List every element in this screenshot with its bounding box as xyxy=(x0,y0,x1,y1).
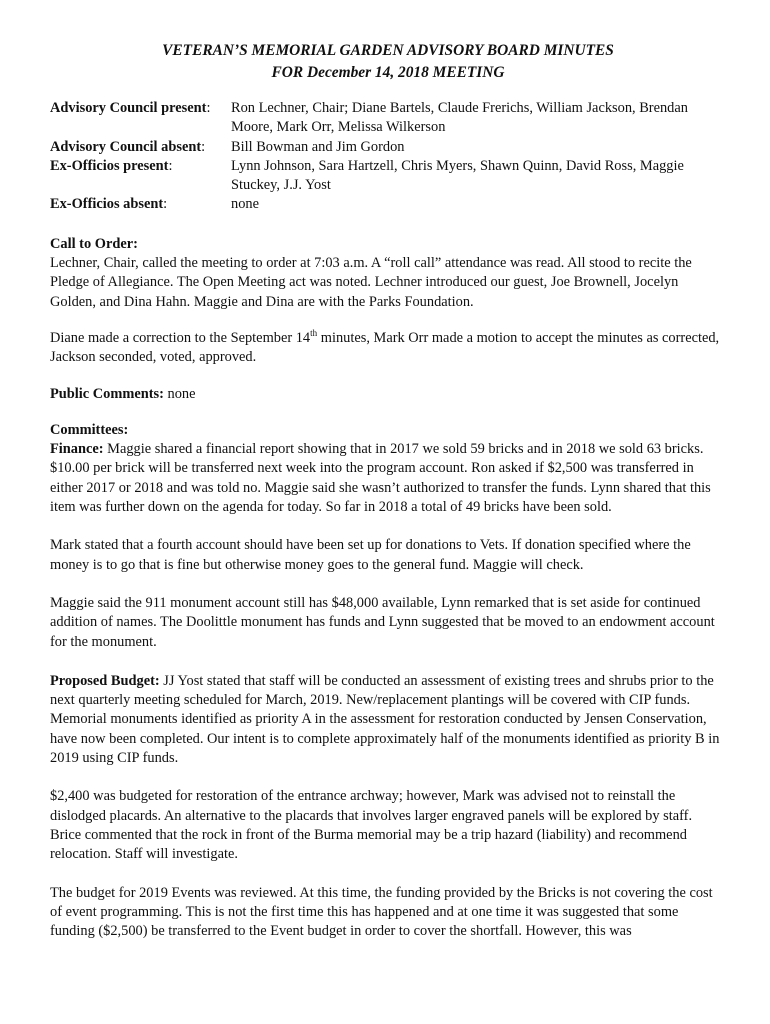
document-title xyxy=(50,40,726,83)
budget-heading: Proposed Budget: xyxy=(50,672,160,689)
committees-heading: Committees: xyxy=(50,421,129,438)
correction-text-start: Diane made a correction to the September 14 xyxy=(50,329,311,346)
attendance-label: Advisory Council present xyxy=(50,100,207,116)
budget-text: JJ Yost stated that staff will be conducted an assessment of existing trees and shrubs prior to the next quarterly meeting scheduled for March, 2019. New/replacement plantings will be covered with CIP funds. Memorial monuments identified as priority A in the assessment for restoration conducted by Jensen Conservation, have now been completed. Our intent is to complete approximately half of the monuments identified as priority B in 2019 using CIP funds. xyxy=(50,672,720,767)
attendance-value: Bill Bowman and Jim Gordon xyxy=(231,138,405,155)
call-to-order-section xyxy=(50,235,726,312)
correction-text-end: minutes, Mark Orr made a motion to accept the minutes as corrected, Jackson seconded, voted, approved. xyxy=(50,329,720,366)
public-comments-heading: Public Comments: xyxy=(50,385,164,402)
attendance-label: Advisory Council absent xyxy=(50,138,202,155)
attendance-value: Ron Lechner, Chair; Diane Bartels, Claude Frerichs, William Jackson, Brendan Moore, Mark Orr, Melissa Wilkerson xyxy=(231,100,688,136)
minutes-page xyxy=(50,40,726,941)
attendance-row: Advisory Council present: Ron Lechner, Chair; Diane Bartels, Claude Frerichs, William Jackson, Brendan Moore, Mark Orr, Melissa Wilkerson xyxy=(50,99,726,138)
finance-paragraph xyxy=(50,440,726,517)
attendance-value: none xyxy=(231,196,259,213)
attendance-row: Ex-Officios present: Lynn Johnson, Sara Hartzell, Chris Myers, Shawn Quinn, David Ross, Maggie Stuckey, J.J. Yost xyxy=(50,157,726,196)
archway-paragraph: $2,400 was budgeted for restoration of the entrance archway; however, Mark was advised not to reinstall the dislodged placards. An alternative to the placards that involves larger engraved panels will be explored by staff. Brice commented that the rock in front of the Burma memorial may be a trip hazard (liability) and recommend relocation. Staff will investigate. xyxy=(50,788,693,863)
attendance-value: Lynn Johnson, Sara Hartzell, Chris Myers, Shawn Quinn, David Ross, Maggie Stuckey, J.J. Yost xyxy=(231,157,684,194)
public-comments-paragraph xyxy=(50,385,726,404)
budget-paragraph xyxy=(50,672,726,768)
events-budget-paragraph: The budget for 2019 Events was reviewed. At this time, the funding provided by the Bricks is not covering the cost of event programming. This is not the first time this has happened and at one time it was suggested that some funding ($2,500) be transferred to the Event budget in order to cover the shortfall. However, this was xyxy=(50,884,713,940)
call-to-order-heading: Call to Order: xyxy=(50,235,138,252)
monument-account-paragraph: Maggie said the 911 monument account still has $48,000 available, Lynn remarked that is set aside for continued addition of names. The Doolittle monument has funds and Lynn suggested that be moved to an endowment account for the monument. xyxy=(50,594,715,650)
attendance-row: Ex-Officios absent: none xyxy=(50,195,726,214)
proposed-budget-section xyxy=(50,672,726,942)
finance-heading: Finance: xyxy=(50,441,104,458)
fourth-account-paragraph: Mark stated that a fourth account should have been set up for donations to Vets. If donation specified where the money is to go that is fine but otherwise money goes to the general fund. Maggie will check. xyxy=(50,537,691,573)
title-line-2: FOR December 14, 2018 MEETING xyxy=(271,63,505,81)
ordinal-superscript: th xyxy=(310,328,318,339)
public-comments-text: none xyxy=(163,385,196,402)
finance-text: Maggie shared a financial report showing that in 2017 we sold 59 bricks and in 2018 we sold 63 bricks. $10.00 per brick will be transferred next week into the program account. Ron asked if $2,500 was transferred in either 2017 or 2018 and was told no. Maggie said she wasn’t authorized to transfer the funds. Lynn shared that this item was further down on the agenda for today. So far in 2018 a total of 49 bricks have been sold. xyxy=(50,441,711,516)
committees-section xyxy=(50,421,726,652)
attendance-label: Ex-Officios present xyxy=(50,157,169,174)
call-to-order-text: Lechner, Chair, called the meeting to order at 7:03 a.m. A “roll call” attendance was read. All stood to recite the Pledge of Allegiance. The Open Meeting act was noted. Lechner introduced our guest, Joe Brownell, Jocelyn Golden, and Dina Hahn. Maggie and Dina are with the Parks Foundation. xyxy=(50,255,692,310)
attendance-label: Ex-Officios absent xyxy=(50,196,164,213)
attendance-block xyxy=(50,99,726,215)
minutes-correction-paragraph xyxy=(50,329,726,368)
attendance-row: Advisory Council absent: Bill Bowman and Jim Gordon xyxy=(50,138,726,157)
title-line-1: VETERAN’S MEMORIAL GARDEN ADVISORY BOARD MINUTES xyxy=(162,42,614,59)
